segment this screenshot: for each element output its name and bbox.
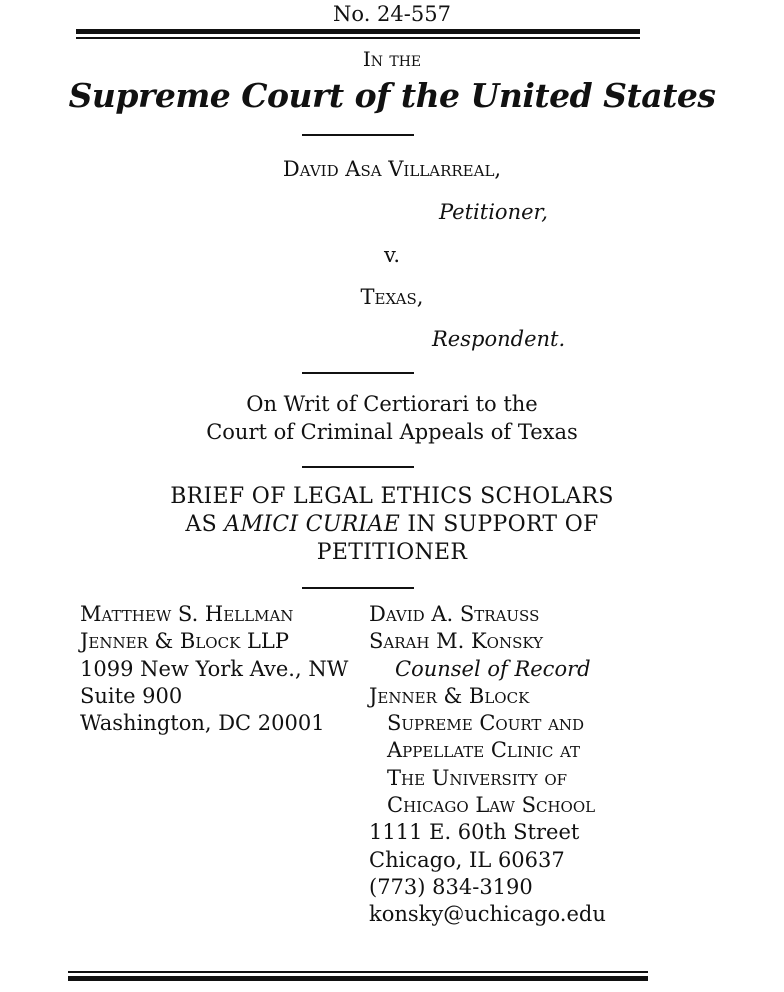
counsel-name-konsky: Sarah M. Konsky	[369, 629, 544, 654]
separator-rule-3	[302, 466, 414, 468]
separator-rule-1	[302, 134, 414, 136]
clinic-city: Chicago, IL 60637	[369, 847, 565, 872]
top-rule-thin	[76, 37, 640, 39]
counsel-city: Washington, DC 20001	[80, 711, 325, 736]
court-name: Supreme Court of the United States	[68, 76, 716, 115]
brief-title-support: IN SUPPORT OF	[400, 512, 599, 537]
clinic-firm: Jenner & Block	[369, 683, 530, 708]
clinic-line-2: Appellate Clinic at	[387, 738, 581, 763]
brief-title-line-1: BRIEF OF LEGAL ETHICS SCHOLARS	[170, 484, 614, 509]
brief-title-amici: AMICI CURIAE	[224, 512, 401, 537]
case-number: No. 24-557	[333, 2, 451, 26]
counsel-of-record: Counsel of Record	[395, 656, 591, 681]
brief-title-as: AS	[185, 512, 225, 537]
bottom-rule-thin	[68, 971, 648, 973]
respondent-role: Respondent.	[432, 327, 566, 351]
brief-title-line-3: PETITIONER	[316, 540, 468, 565]
counsel-firm: Jenner & Block LLP	[80, 629, 289, 654]
clinic-email: konsky@uchicago.edu	[369, 902, 606, 927]
brief-title-line-2	[0, 511, 784, 539]
writ-line-2: Court of Criminal Appeals of Texas	[206, 420, 578, 444]
top-rule-thick	[76, 29, 640, 34]
petitioner-name: David Asa Villarreal,	[282, 157, 502, 181]
counsel-suite: Suite 900	[80, 683, 183, 708]
separator-rule-4	[302, 587, 414, 589]
court-prefix: In the	[362, 47, 422, 71]
versus: v.	[383, 243, 401, 267]
clinic-phone: (773) 834-3190	[369, 874, 533, 899]
clinic-street: 1111 E. 60th Street	[369, 820, 580, 845]
writ-line-1: On Writ of Certiorari to the	[246, 392, 538, 416]
counsel-left-block	[80, 601, 348, 737]
counsel-right-block	[369, 601, 606, 929]
petitioner-role: Petitioner,	[439, 200, 548, 224]
respondent-name: Texas,	[360, 285, 424, 309]
bottom-rule-thick	[68, 976, 648, 981]
clinic-line-1: Supreme Court and	[387, 711, 585, 736]
counsel-name-strauss: David A. Strauss	[369, 602, 540, 626]
counsel-street: 1099 New York Ave., NW	[80, 656, 349, 681]
clinic-line-4: Chicago Law School	[387, 793, 596, 818]
clinic-line-3: The University of	[387, 765, 568, 790]
separator-rule-2	[302, 372, 414, 374]
counsel-name: Matthew S. Hellman	[80, 602, 294, 626]
